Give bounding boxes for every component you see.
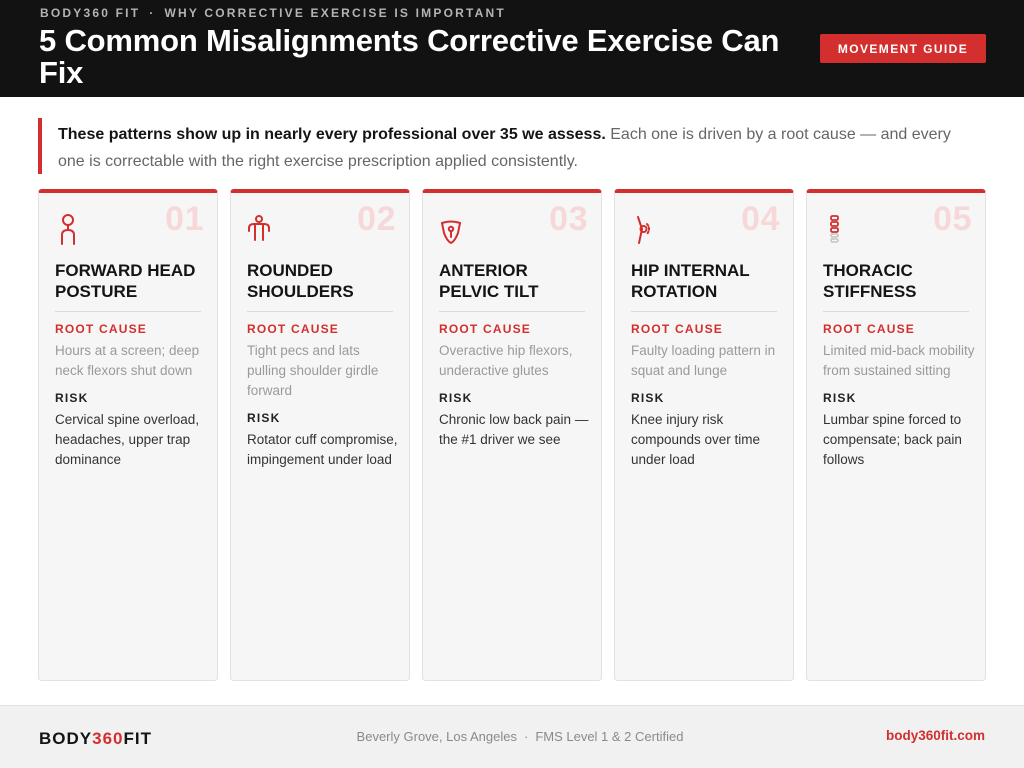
card-number: 05 [933,200,972,238]
root-cause-label: ROOT CAUSE [631,322,724,336]
card-divider [823,311,969,312]
card-rounded-shoulders [230,189,410,681]
footer-location [0,729,1024,744]
header [0,0,1024,97]
card-title: ANTERIOR PELVIC TILT [439,261,539,301]
card-body [247,321,401,470]
risk-label: RISK [55,391,89,405]
page-title: 5 Common Misalignments Corrective Exercise Can Fix [39,23,780,90]
root-cause-text: Faulty loading pattern in squat and lunge [631,343,776,378]
card-title: HIP INTERNAL ROTATION [631,261,750,301]
risk-label: RISK [439,391,473,405]
footer-brand-accent: 360 [92,729,124,748]
eyebrow-brand: BODY360 FIT [40,6,141,20]
card-divider [247,311,393,312]
card-number: 04 [741,200,780,238]
spine-icon [822,211,848,247]
hip-rotation-icon [630,211,656,247]
risk-text: Knee injury risk compounds over time under load [631,412,761,467]
card-divider [631,311,777,312]
root-cause-label: ROOT CAUSE [55,322,148,336]
risk-label: RISK [247,411,281,425]
risk-text: Rotator cuff compromise, impingement under load [247,432,398,467]
eyebrow-separator: · [149,6,156,20]
eyebrow [40,6,506,20]
card-body [55,321,209,470]
root-cause-text: Hours at a screen; deep neck flexors shut down [55,343,200,378]
footer-brand-part: FIT [123,729,152,748]
intro-callout [38,118,978,174]
card-hip-internal-rotation [614,189,794,681]
root-cause-text: Limited mid-back mobility from sustained sitting [823,343,975,378]
misalignment-cards [38,189,986,681]
card-body [439,321,593,450]
intro-bold: These patterns show up in nearly every professional over 35 we assess. [58,126,606,143]
pelvis-icon [438,211,464,247]
root-cause-text: Tight pecs and lats pulling shoulder girdle forward [247,343,379,398]
card-divider [439,311,585,312]
root-cause-label: ROOT CAUSE [439,322,532,336]
risk-label: RISK [823,391,857,405]
card-number: 03 [549,200,588,238]
movement-guide-button[interactable]: MOVEMENT GUIDE [820,34,986,63]
card-body [631,321,785,470]
footer-brand-part: BODY [39,729,93,748]
card-number: 02 [357,200,396,238]
risk-label: RISK [631,391,665,405]
card-forward-head-posture [38,189,218,681]
root-cause-label: ROOT CAUSE [247,322,340,336]
card-title: THORACIC STIFFNESS [823,261,917,301]
root-cause-label: ROOT CAUSE [823,322,916,336]
card-title: ROUNDED SHOULDERS [247,261,354,301]
eyebrow-text: WHY CORRECTIVE EXERCISE IS IMPORTANT [164,6,506,20]
root-cause-text: Overactive hip flexors, underactive glutes [439,343,573,378]
card-body [823,321,977,470]
certification-text: FMS Level 1 & 2 Certified [535,729,684,744]
card-anterior-pelvic-tilt [422,189,602,681]
risk-text: Lumbar spine forced to compensate; back pain follows [823,412,962,467]
card-number: 01 [165,200,204,238]
location-text: Beverly Grove, Los Angeles [356,729,517,744]
card-title: FORWARD HEAD POSTURE [55,261,196,301]
footer-separator: · [523,729,529,744]
footer [0,705,1024,768]
intro-text: Each one is driven by a root cause — and every one is correctable with the right exercise prescription applied consistently. [58,126,951,170]
card-divider [55,311,201,312]
head-posture-icon [54,211,80,247]
website-link[interactable]: body360fit.com [885,728,985,743]
risk-text: Cervical spine overload, headaches, upper trap dominance [55,412,200,467]
shoulders-icon [246,211,272,247]
risk-text: Chronic low back pain — the #1 driver we see [439,412,589,447]
card-thoracic-stiffness [806,189,986,681]
